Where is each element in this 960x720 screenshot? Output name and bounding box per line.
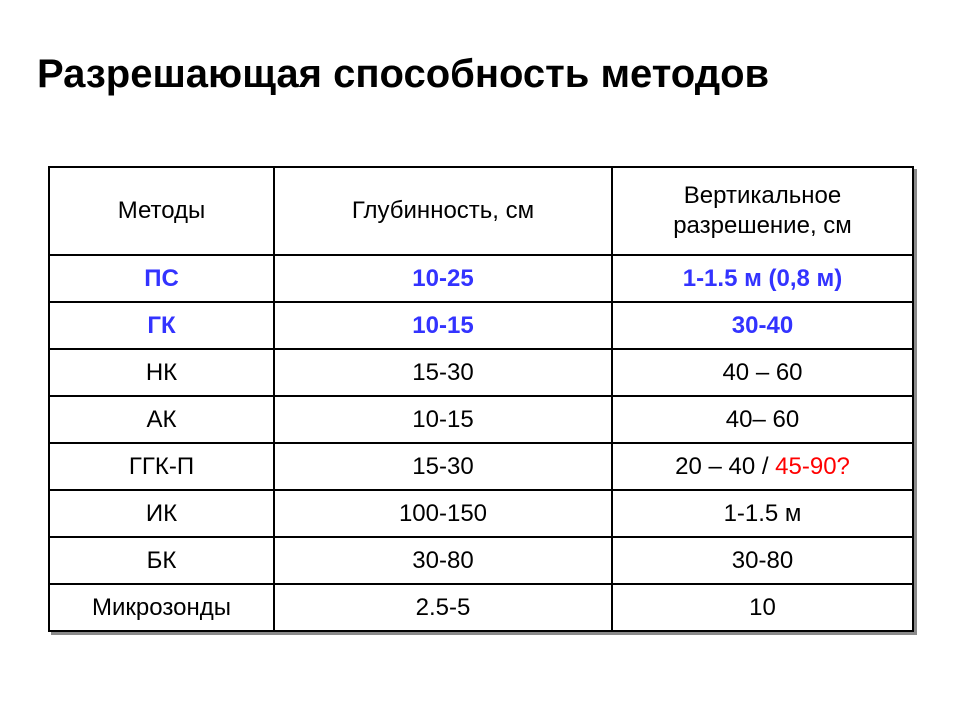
depth-cell: 10-15 [274, 302, 612, 349]
method-cell: ИК [49, 490, 274, 537]
method-cell: ГК [49, 302, 274, 349]
depth-cell: 10-15 [274, 396, 612, 443]
resolution-cell: 30-80 [612, 537, 913, 584]
methods-table-container [48, 166, 912, 632]
resolution-value: 20 – 40 / [675, 452, 776, 480]
depth-cell: 15-30 [274, 443, 612, 490]
method-cell: ГГК-П [49, 443, 274, 490]
method-cell: Микрозонды [49, 584, 274, 631]
depth-cell: 100-150 [274, 490, 612, 537]
header-vertical-resolution [612, 167, 913, 255]
depth-cell: 10-25 [274, 255, 612, 302]
header-depth: Глубинность, см [274, 167, 612, 255]
resolution-cell: 40 – 60 [612, 349, 913, 396]
table-row [49, 490, 913, 537]
resolution-cell: 30-40 [612, 302, 913, 349]
slide-title: Разрешающая способность методов [37, 52, 770, 96]
table-row [49, 396, 913, 443]
header-resolution-line1: Вертикальное [683, 182, 842, 209]
methods-resolution-table [48, 166, 914, 632]
method-cell: ПС [49, 255, 274, 302]
depth-cell: 30-80 [274, 537, 612, 584]
resolution-cell: 40– 60 [612, 396, 913, 443]
table-row [49, 349, 913, 396]
resolution-cell: 1-1.5 м [612, 490, 913, 537]
table-row [49, 537, 913, 584]
resolution-cell: 1-1.5 м (0,8 м) [612, 255, 913, 302]
table-row [49, 443, 913, 490]
table-row [49, 255, 913, 302]
method-cell: АК [49, 396, 274, 443]
method-cell: НК [49, 349, 274, 396]
depth-cell: 2.5-5 [274, 584, 612, 631]
table-header-row [49, 167, 913, 255]
header-methods: Методы [49, 167, 274, 255]
resolution-cell [612, 443, 913, 490]
depth-cell: 15-30 [274, 349, 612, 396]
table-row [49, 584, 913, 631]
header-resolution-line2: разрешение, см [673, 212, 852, 239]
resolution-cell: 10 [612, 584, 913, 631]
table-row [49, 302, 913, 349]
resolution-alt-value: 45-90? [775, 452, 850, 480]
method-cell: БК [49, 537, 274, 584]
